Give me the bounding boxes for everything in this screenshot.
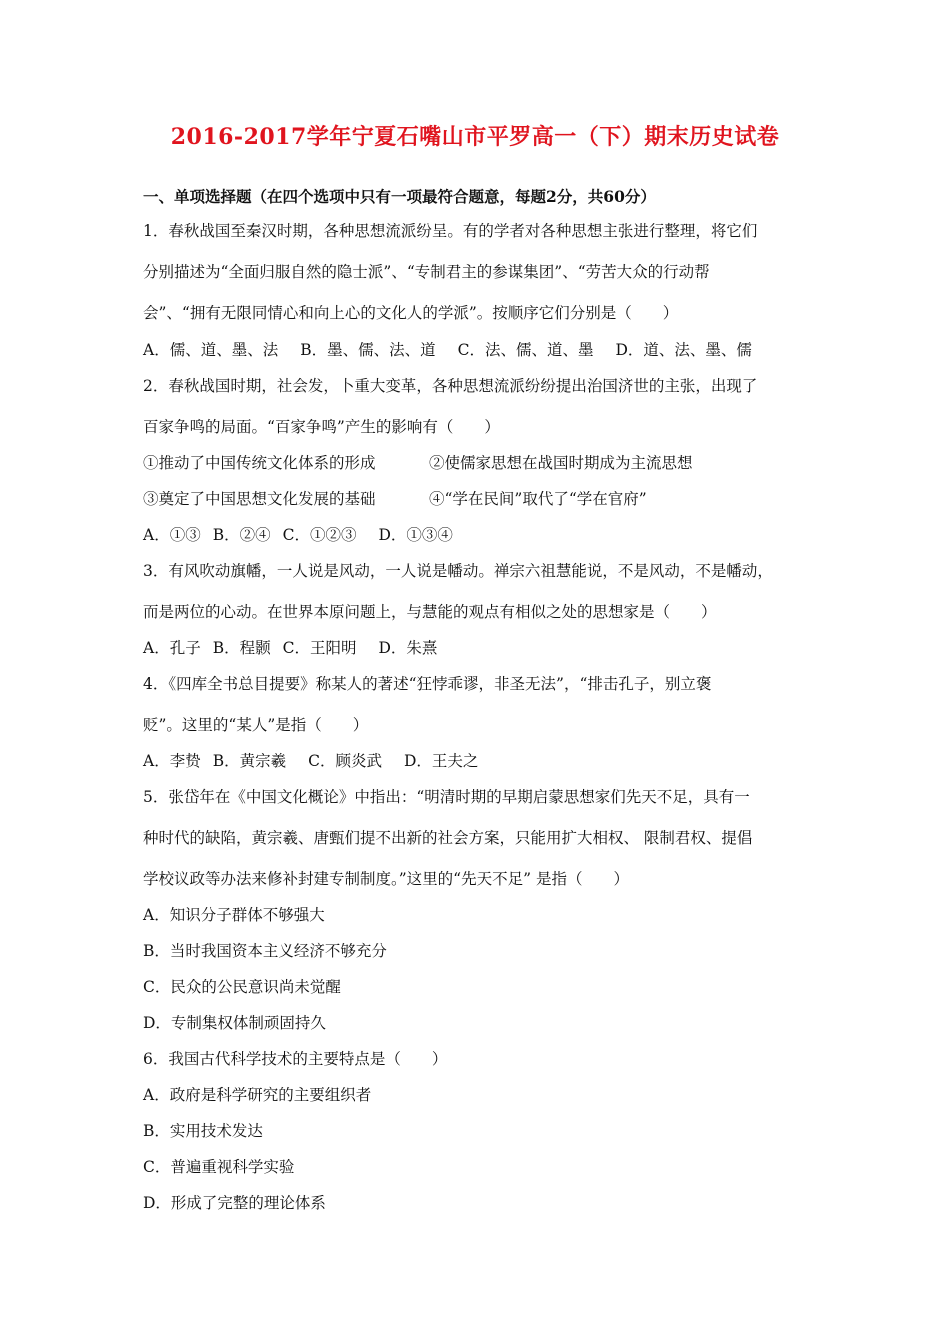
q1-option-c: C．法、儒、道、墨 (457, 341, 594, 359)
q3-options (143, 638, 437, 658)
q5-option-d: D．专制集权体制顽固持久 (143, 1014, 326, 1032)
q6-option-a: A．政府是科学研究的主要组织者 (143, 1086, 372, 1104)
q2-items-row-1 (143, 453, 693, 473)
q6-option-b: B．实用技术发达 (143, 1122, 263, 1140)
q4-stem-line-2: 贬”。这里的“某人”是指（ ） (143, 716, 369, 734)
section-heading: 一、单项选择题（在四个选项中只有一项最符合题意，每题2分，共60分） (143, 187, 656, 206)
q2-option-d: D．①③④ (378, 526, 453, 544)
q3-option-c: C．王阳明 (282, 639, 357, 657)
q5-option-b: B．当时我国资本主义经济不够充分 (143, 942, 387, 960)
q2-items-row-2 (143, 489, 647, 509)
q1-option-b: B．墨、儒、法、道 (300, 341, 436, 359)
q1-option-d: D．道、法、墨、儒 (615, 341, 752, 359)
q5-option-c: C．民众的公民意识尚未觉醒 (143, 978, 341, 996)
q4-stem-line-1: 4．《四库全书总目提要》称某人的著述“狂悖乖谬，非圣无法”，“排击孔子，别立褒 (143, 675, 712, 693)
q1-stem-line-3: 会”、“拥有无限同情心和向上心的文化人的学派”。按顺序它们分别是（ ） (143, 304, 679, 322)
q2-stem-line-2: 百家争鸣的局面。“百家争鸣”产生的影响有（ ） (143, 418, 500, 436)
q5-stem-line-3: 学校议政等办法来修补封建专制制度。”这里的“先天不足” 是指（ ） (143, 870, 629, 888)
q2-option-c: C．①②③ (282, 526, 357, 544)
q2-item-1: ①推动了中国传统文化体系的形成 (143, 454, 376, 472)
q3-option-b: B．程颢 (212, 639, 271, 657)
q6-option-d: D．形成了完整的理论体系 (143, 1194, 326, 1212)
q5-stem-line-1: 5．张岱年在《中国文化概论》中指出：“明清时期的早期启蒙思想家们先天不足，具有一 (143, 788, 750, 806)
q6-stem-line-1: 6．我国古代科学技术的主要特点是（ ） (143, 1050, 448, 1068)
q1-option-a: A．儒、道、墨、法 (143, 341, 279, 359)
q2-option-b: B．②④ (212, 526, 271, 544)
q3-option-d: D．朱熹 (378, 639, 438, 657)
q4-option-b: B．黄宗羲 (212, 752, 287, 770)
exam-title: 2016-2017学年宁夏石嘴山市平罗高一（下）期末历史试卷 (170, 124, 780, 150)
q1-options (143, 340, 752, 360)
q2-stem-line-1: 2．春秋战国时期，社会发，卜重大变革，各种思想流派纷纷提出治国济世的主张，出现了 (143, 377, 758, 395)
q2-item-4: ④“学在民间”取代了“学在官府” (429, 490, 647, 508)
q4-option-d: D．王夫之 (403, 752, 479, 770)
q6-option-c: C．普遍重视科学实验 (143, 1158, 295, 1176)
q2-item-3: ③奠定了中国思想文化发展的基础 (143, 490, 376, 508)
q2-options (143, 525, 453, 545)
q5-option-a: A．知识分子群体不够强大 (143, 906, 325, 924)
q3-stem-line-1: 3．有风吹动旗幡，一人说是风动，一人说是幡动。禅宗六祖慧能说，不是风动，不是幡动， (143, 562, 773, 580)
q5-stem-line-2: 种时代的缺陷，黄宗羲、唐甄们提不出新的社会方案，只能用扩大相权、 限制君权、提倡 (143, 829, 753, 847)
q1-stem-line-2: 分别描述为“全面归服自然的隐士派”、“专制君主的参谋集团”、“劳苦大众的行动帮 (143, 263, 710, 281)
q3-option-a: A．孔子 (143, 639, 201, 657)
q4-option-c: C．顾炎武 (308, 752, 382, 770)
q2-option-a: A．①③ (143, 526, 201, 544)
q2-item-2: ②使儒家思想在战国时期成为主流思想 (429, 454, 693, 472)
q4-options (143, 751, 478, 771)
q4-option-a: A．李贽 (143, 752, 201, 770)
q3-stem-line-2: 而是两位的心动。在世界本原问题上，与慧能的观点有相似之处的思想家是（ ） (143, 603, 717, 621)
q1-stem-line-1: 1．春秋战国至秦汉时期，各种思想流派纷呈。有的学者对各种思想主张进行整理，将它们 (143, 222, 758, 240)
